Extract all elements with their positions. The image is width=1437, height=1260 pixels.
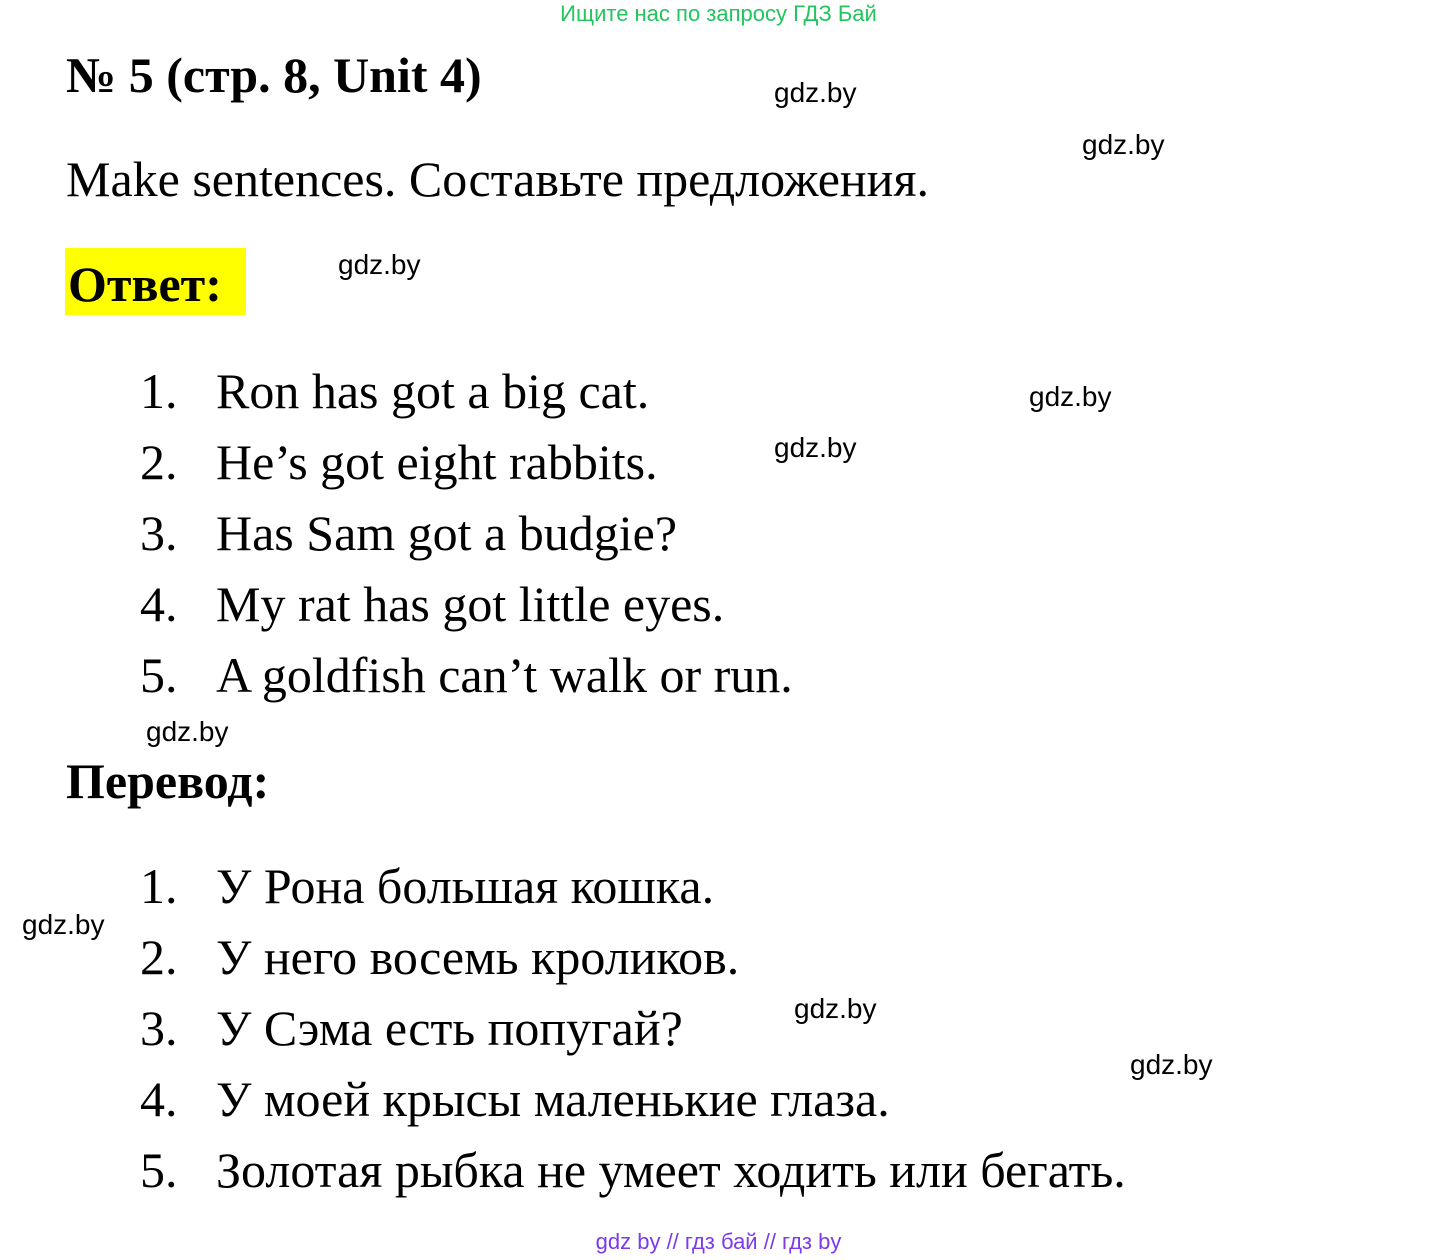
- answer-number: 2.: [140, 434, 178, 490]
- answer-text: My rat has got little eyes.: [216, 576, 725, 632]
- exercise-instruction: Make sentences. Составьте предложения.: [66, 151, 929, 207]
- answer-text: A goldfish can’t walk or run.: [216, 647, 793, 703]
- answer-text: Has Sam got a budgie?: [216, 505, 678, 561]
- watermark: gdz.by: [774, 77, 857, 108]
- translation-text: У него восемь кроликов.: [216, 929, 740, 985]
- translation-text: У Рона большая кошка.: [216, 858, 715, 914]
- exercise-title: № 5 (стр. 8, Unit 4): [66, 47, 482, 103]
- watermark: gdz.by: [1130, 1049, 1213, 1080]
- watermark: gdz.by: [1029, 381, 1112, 412]
- translation-number: 2.: [140, 929, 178, 985]
- watermark: gdz.by: [1082, 129, 1165, 160]
- watermark: gdz.by: [338, 249, 421, 280]
- translation-number: 3.: [140, 1000, 178, 1056]
- translation-text: Золотая рыбка не умеет ходить или бегать.: [216, 1142, 1126, 1198]
- translation-number: 5.: [140, 1142, 178, 1198]
- translation-label: Перевод:: [66, 753, 270, 809]
- answer-number: 3.: [140, 505, 178, 561]
- translation-text: У моей крысы маленькие глаза.: [216, 1071, 890, 1127]
- answer-number: 1.: [140, 363, 178, 419]
- watermark: gdz.by: [22, 909, 105, 940]
- watermark: gdz.by: [146, 716, 229, 747]
- footer-text: gdz by // гдз бай // гдз by: [595, 1229, 842, 1254]
- answer-number: 5.: [140, 647, 178, 703]
- translation-text: У Сэма есть попугай?: [216, 1000, 683, 1056]
- answer-label: Ответ:: [65, 248, 246, 315]
- translation-number: 1.: [140, 858, 178, 914]
- answer-text: He’s got eight rabbits.: [216, 434, 658, 490]
- answer-text: Ron has got a big cat.: [216, 363, 650, 419]
- top-banner: Ищите нас по запросу ГДЗ Бай: [560, 1, 877, 26]
- watermark: gdz.by: [794, 993, 877, 1024]
- translation-number: 4.: [140, 1071, 178, 1127]
- watermark: gdz.by: [774, 432, 857, 463]
- answer-number: 4.: [140, 576, 178, 632]
